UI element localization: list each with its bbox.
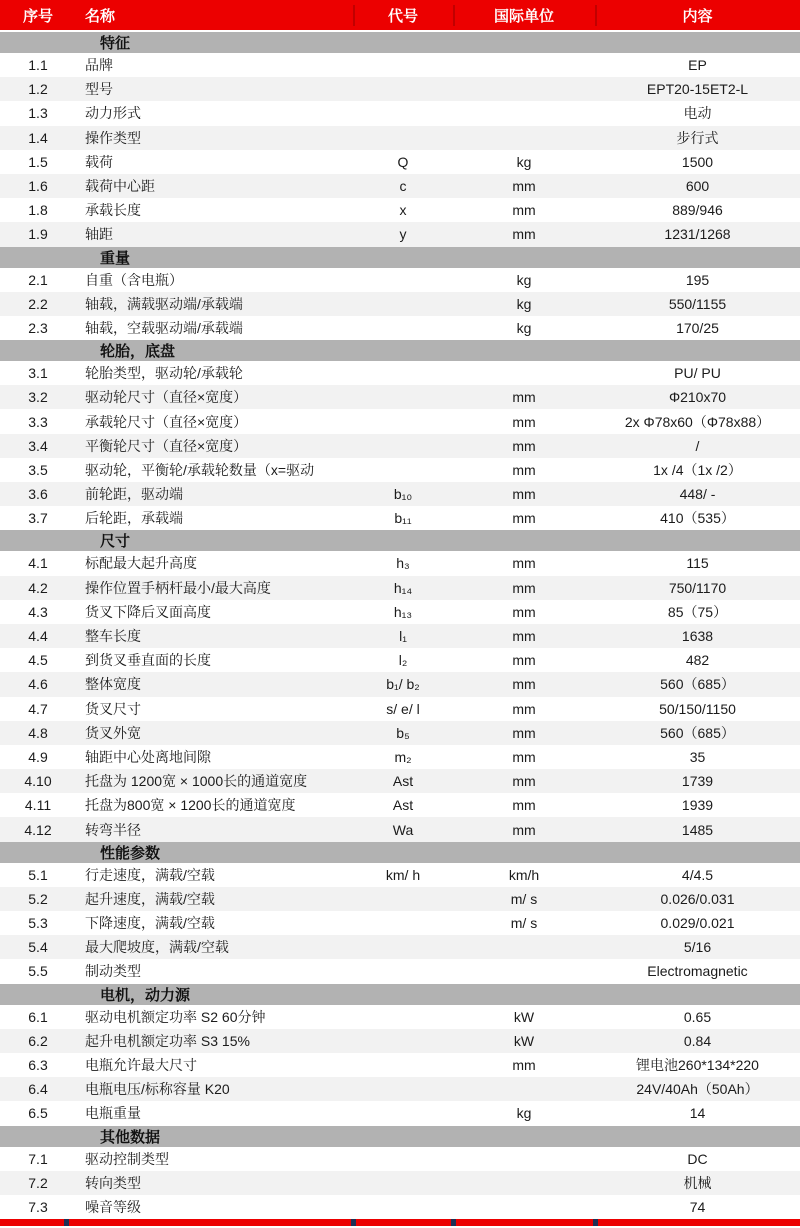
spec-unit: mm: [512, 437, 536, 454]
spec-name: 轴距: [85, 226, 113, 243]
spec-unit: mm: [512, 202, 536, 219]
spec-unit: mm: [512, 389, 536, 406]
spec-no: 6.3: [28, 1057, 48, 1074]
spec-name: 电瓶电压/标称容量 K20: [85, 1081, 230, 1098]
spec-row: [0, 101, 800, 125]
spec-value: /: [695, 437, 700, 454]
spec-unit: kg: [516, 295, 532, 312]
spec-row: [0, 268, 800, 292]
spec-name: 转向类型: [85, 1174, 141, 1191]
spec-value: 2x Φ78x60（Φ78x88）: [624, 413, 771, 430]
spec-no: 4.8: [28, 724, 48, 741]
spec-row: [0, 648, 800, 672]
spec-value: 机械: [683, 1174, 712, 1191]
spec-no: 4.1: [28, 555, 48, 572]
column-header-name: 名称: [85, 7, 116, 25]
spec-name: 轮胎类型，驱动轮/承载轮: [85, 365, 243, 382]
spec-name: 轴距中心处离地间隙: [85, 748, 211, 765]
section-title: 电机，动力源: [100, 986, 191, 1004]
spec-name: 托盘为 1200宽 × 1000长的通道宽度: [85, 773, 308, 790]
spec-code: Wa: [392, 821, 414, 838]
section-title: 轮胎，底盘: [100, 343, 176, 361]
section-header-row: [0, 984, 800, 1005]
spec-row: [0, 174, 800, 198]
spec-value: 0.029/0.021: [660, 915, 735, 932]
spec-name: 自重（含电瓶）: [85, 271, 183, 288]
spec-name: 起升电机额定功率 S3 15%: [85, 1032, 250, 1049]
spec-unit: mm: [512, 461, 536, 478]
spec-unit: mm: [512, 510, 536, 527]
spec-unit: mm: [512, 652, 536, 669]
spec-name: 行走速度，满载/空载: [85, 866, 215, 883]
spec-name: 操作类型: [85, 129, 141, 146]
spec-row: [0, 53, 800, 77]
spec-row: [0, 1195, 800, 1219]
spec-no: 5.2: [28, 890, 48, 907]
bottom-border-divider: [593, 1219, 598, 1226]
section-header-row: [0, 340, 800, 361]
spec-unit: mm: [512, 178, 536, 195]
spec-name: 货叉下降后叉面高度: [85, 603, 211, 620]
section-header-row: [0, 530, 800, 551]
spec-value: 0.65: [683, 1008, 712, 1025]
spec-row: [0, 482, 800, 506]
spec-unit: kg: [516, 319, 532, 336]
spec-unit: kg: [516, 271, 532, 288]
spec-name: 起升速度，满载/空载: [85, 890, 215, 907]
spec-row: [0, 126, 800, 150]
column-header-value: 内容: [595, 5, 800, 26]
spec-name: 整体宽度: [85, 676, 141, 693]
spec-unit: kg: [516, 153, 532, 170]
spec-value: 195: [685, 271, 710, 288]
spec-row: [0, 600, 800, 624]
spec-unit: mm: [512, 797, 536, 814]
spec-row: [0, 672, 800, 696]
spec-code: y: [399, 226, 407, 243]
spec-unit: mm: [512, 724, 536, 741]
spec-no: 1.2: [28, 81, 48, 98]
spec-no: 4.10: [24, 773, 52, 790]
spec-no: 3.3: [28, 413, 48, 430]
table-body: [0, 32, 800, 1219]
spec-row: [0, 222, 800, 246]
spec-value: 410（535）: [660, 510, 735, 527]
spec-row: [0, 935, 800, 959]
section-header-row: [0, 842, 800, 863]
spec-value: 889/946: [672, 202, 723, 219]
spec-value: EP: [688, 57, 707, 74]
spec-no: 6.5: [28, 1105, 48, 1122]
spec-no: 4.6: [28, 676, 48, 693]
spec-unit: kg: [516, 1105, 532, 1122]
spec-unit: m/ s: [510, 890, 538, 907]
spec-no: 4.2: [28, 579, 48, 596]
spec-no: 5.1: [28, 866, 48, 883]
section-title: 尺寸: [100, 533, 131, 551]
section-header-row: [0, 247, 800, 268]
spec-name: 载荷: [85, 153, 113, 170]
spec-no: 4.9: [28, 748, 48, 765]
spec-name: 转弯半径: [85, 821, 141, 838]
spec-unit: kW: [513, 1008, 535, 1025]
spec-name: 货叉外宽: [85, 724, 141, 741]
spec-no: 2.2: [28, 295, 48, 312]
spec-no: 5.5: [28, 963, 48, 980]
spec-value: 560（685）: [660, 676, 735, 693]
spec-row: [0, 316, 800, 340]
spec-value: EPT20-15ET2-L: [646, 81, 749, 98]
spec-no: 1.3: [28, 105, 48, 122]
spec-name: 驱动轮尺寸（直径×宽度）: [85, 389, 248, 406]
spec-no: 4.11: [24, 797, 52, 814]
spec-name: 托盘为800宽 × 1200长的通道宽度: [85, 797, 296, 814]
spec-no: 2.3: [28, 319, 48, 336]
column-header-unit: 国际单位: [453, 5, 595, 26]
spec-no: 3.2: [28, 389, 48, 406]
bottom-border-divider: [64, 1219, 69, 1226]
spec-name: 货叉尺寸: [85, 700, 141, 717]
spec-value: 560（685）: [660, 724, 735, 741]
spec-value: Electromagnetic: [647, 963, 748, 980]
spec-value: DC: [687, 1150, 708, 1167]
spec-value: 170/25: [676, 319, 719, 336]
spec-unit: mm: [512, 773, 536, 790]
spec-name: 最大爬坡度，满载/空载: [85, 939, 229, 956]
spec-unit: mm: [512, 821, 536, 838]
spec-code: m₂: [394, 748, 412, 765]
spec-unit: mm: [512, 700, 536, 717]
spec-no: 1.4: [28, 129, 48, 146]
spec-code: b₁₀: [393, 486, 413, 503]
spec-name: 载荷中心距: [85, 178, 155, 195]
spec-name: 驱动轮，平衡轮/承载轮数量（x=驱动: [85, 461, 315, 478]
spec-name: 整车长度: [85, 628, 141, 645]
spec-row: [0, 769, 800, 793]
spec-name: 操作位置手柄杆最小/最大高度: [85, 579, 271, 596]
spec-code: l₁: [399, 628, 407, 645]
spec-code: h₃: [396, 555, 410, 572]
spec-code: h₁₄: [393, 579, 413, 596]
spec-name: 下降速度，满载/空载: [85, 915, 215, 932]
spec-row: [0, 959, 800, 983]
spec-name: 轴载，满载驱动端/承载端: [85, 295, 243, 312]
section-title: 其他数据: [100, 1128, 161, 1146]
spec-row: [0, 1005, 800, 1029]
spec-row: [0, 817, 800, 841]
spec-row: [0, 1029, 800, 1053]
spec-unit: km/h: [508, 866, 540, 883]
bottom-border-divider: [451, 1219, 456, 1226]
spec-value: 35: [689, 748, 706, 765]
spec-row: [0, 745, 800, 769]
spec-no: 1.6: [28, 178, 48, 195]
section-header-row: [0, 1126, 800, 1147]
spec-value: 74: [689, 1198, 706, 1215]
spec-name: 驱动控制类型: [85, 1150, 169, 1167]
spec-no: 1.8: [28, 202, 48, 219]
spec-name: 平衡轮尺寸（直径×宽度）: [85, 437, 248, 454]
spec-code: l₂: [398, 652, 408, 669]
spec-no: 4.4: [28, 628, 48, 645]
spec-value: 1939: [681, 797, 714, 814]
spec-row: [0, 721, 800, 745]
spec-no: 7.2: [28, 1174, 48, 1191]
spec-value: 1485: [681, 821, 714, 838]
spec-value: 482: [685, 652, 710, 669]
spec-name: 品牌: [85, 57, 113, 74]
spec-value: 5/16: [683, 939, 712, 956]
spec-value: 24V/40Ah（50Ah）: [636, 1081, 759, 1098]
spec-no: 5.3: [28, 915, 48, 932]
spec-row: [0, 409, 800, 433]
spec-no: 2.1: [28, 271, 48, 288]
spec-row: [0, 793, 800, 817]
spec-no: 6.2: [28, 1032, 48, 1049]
spec-value: 115: [686, 555, 709, 572]
spec-row: [0, 1101, 800, 1125]
spec-value: 1638: [681, 628, 714, 645]
spec-row: [0, 697, 800, 721]
spec-row: [0, 551, 800, 575]
table-header-row: [0, 0, 800, 30]
spec-row: [0, 624, 800, 648]
spec-no: 3.4: [28, 437, 48, 454]
spec-name: 噪音等级: [85, 1198, 141, 1215]
spec-no: 5.4: [28, 939, 48, 956]
spec-unit: mm: [512, 1057, 536, 1074]
spec-name: 型号: [85, 81, 113, 98]
spec-no: 1.5: [28, 153, 48, 170]
spec-value: 0.84: [683, 1032, 712, 1049]
spec-no: 3.6: [28, 486, 48, 503]
spec-row: [0, 77, 800, 101]
spec-value: 550/1155: [668, 295, 727, 312]
spec-name: 电瓶重量: [85, 1105, 141, 1122]
spec-no: 3.5: [28, 461, 48, 478]
spec-code: b₁₁: [394, 510, 412, 527]
spec-no: 4.7: [28, 700, 48, 717]
spec-unit: mm: [512, 413, 536, 430]
table-bottom-border: [0, 1219, 800, 1226]
spec-unit: mm: [512, 676, 536, 693]
spec-unit: mm: [512, 579, 536, 596]
section-title: 重量: [100, 249, 131, 267]
column-header-no: 序号: [22, 7, 53, 25]
spec-row: [0, 1077, 800, 1101]
spec-name: 动力形式: [85, 105, 141, 122]
spec-unit: mm: [512, 603, 536, 620]
spec-value: 1739: [681, 773, 714, 790]
spec-row: [0, 887, 800, 911]
spec-value: PU/ PU: [674, 365, 721, 382]
spec-row: [0, 385, 800, 409]
spec-value: 600: [685, 178, 710, 195]
spec-row: [0, 361, 800, 385]
spec-value: 1500: [681, 153, 714, 170]
spec-row: [0, 434, 800, 458]
spec-row: [0, 506, 800, 530]
spec-no: 3.7: [28, 510, 48, 527]
spec-row: [0, 1053, 800, 1077]
spec-row: [0, 1147, 800, 1171]
spec-code: c: [399, 178, 407, 195]
spec-name: 到货叉垂直面的长度: [85, 652, 211, 669]
spec-unit: m/ s: [510, 915, 538, 932]
spec-no: 7.1: [28, 1150, 48, 1167]
spec-value: 448/ -: [679, 486, 716, 503]
spec-value: 电动: [683, 105, 712, 122]
spec-code: Ast: [392, 797, 414, 814]
spec-name: 电瓶允许最大尺寸: [85, 1057, 197, 1074]
spec-name: 前轮距，驱动端: [85, 486, 183, 503]
spec-no: 1.1: [28, 57, 48, 74]
spec-name: 标配最大起升高度: [85, 555, 197, 572]
spec-value: 14: [689, 1105, 706, 1122]
spec-value: 锂电池260*134*220: [636, 1057, 759, 1074]
spec-value: 50/150/1150: [659, 700, 736, 717]
spec-value: 4/4.5: [681, 866, 714, 883]
spec-value: 步行式: [676, 129, 719, 146]
section-title: 特征: [100, 35, 131, 52]
spec-row: [0, 1171, 800, 1195]
spec-no: 4.3: [28, 603, 48, 620]
spec-value: 1231/1268: [664, 226, 731, 243]
spec-no: 6.4: [28, 1081, 48, 1098]
spec-unit: mm: [512, 748, 536, 765]
spec-name: 轴载，空载驱动端/承载端: [85, 319, 243, 336]
spec-row: [0, 576, 800, 600]
spec-value: 750/1170: [668, 579, 727, 596]
spec-unit: kW: [513, 1032, 535, 1049]
spec-name: 承载轮尺寸（直径×宽度）: [85, 413, 248, 430]
section-title: 性能参数: [100, 844, 161, 862]
spec-code: Ast: [392, 773, 414, 790]
spec-unit: mm: [512, 226, 536, 243]
spec-no: 4.12: [24, 821, 52, 838]
bottom-border-divider: [351, 1219, 356, 1226]
spec-row: [0, 458, 800, 482]
spec-row: [0, 863, 800, 887]
spec-value: 85（75）: [667, 603, 728, 620]
spec-code: b₅: [396, 724, 410, 741]
spec-value: 1x /4（1x /2）: [653, 461, 742, 478]
spec-value: Φ210x70: [668, 389, 727, 406]
spec-code: s/ e/ l: [386, 700, 420, 717]
spec-value: 0.026/0.031: [660, 890, 735, 907]
spec-row: [0, 911, 800, 935]
spec-name: 承载长度: [85, 202, 141, 219]
spec-code: km/ h: [385, 866, 421, 883]
spec-name: 后轮距，承载端: [85, 510, 183, 527]
spec-code: b₁/ b₂: [386, 676, 420, 693]
spec-code: x: [399, 202, 407, 219]
spec-no: 1.9: [28, 226, 48, 243]
spec-no: 6.1: [28, 1008, 48, 1025]
spec-no: 4.5: [28, 652, 48, 669]
spec-row: [0, 150, 800, 174]
spec-unit: mm: [512, 555, 536, 572]
column-header-code: 代号: [353, 5, 453, 26]
spec-row: [0, 198, 800, 222]
spec-code: Q: [397, 153, 409, 170]
spec-no: 7.3: [28, 1198, 48, 1215]
spec-row: [0, 292, 800, 316]
spec-unit: mm: [512, 628, 536, 645]
spec-code: h₁₃: [393, 603, 413, 620]
spec-no: 3.1: [28, 365, 48, 382]
section-header-row: [0, 32, 800, 53]
spec-name: 驱动电机额定功率 S2 60分钟: [85, 1008, 266, 1025]
spec-unit: mm: [512, 486, 536, 503]
spec-name: 制动类型: [85, 963, 141, 980]
